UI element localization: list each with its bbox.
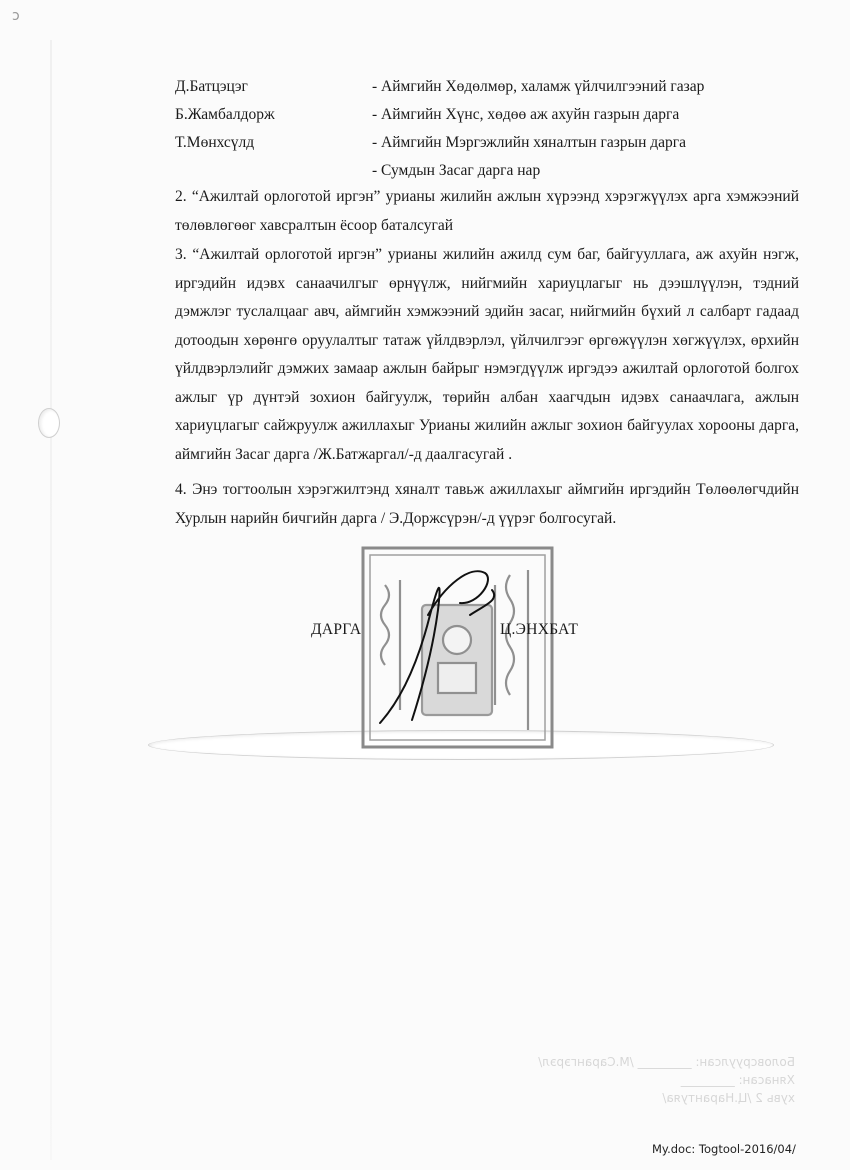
recipient-line xyxy=(0,106,850,132)
paragraph-2: 2. “Ажилтай орлоготой иргэн” урианы жилийн ажлын хүрээнд хэрэгжүүлэх арга хэмжээний төлөвлөгөөг хавсралтын ёсоор баталсугай xyxy=(175,188,799,234)
recipient-role: - Сумдын Засаг дарга нар xyxy=(372,162,541,179)
punch-hole-top xyxy=(38,408,60,438)
recipient-line xyxy=(0,78,850,104)
corner-mark: ͻ xyxy=(12,8,20,24)
recipient-role: - Аймгийн Хөдөлмөр, халамж үйлчилгээний газар xyxy=(372,78,705,95)
footer-file-reference: My.doc: Togtool-2016/04/ xyxy=(652,1142,796,1156)
recipient-line xyxy=(0,134,850,160)
paragraph-4: 4. Энэ тогтоолын хэрэгжилтэнд хяналт тавьж ажиллахыг аймгийн иргэдийн Төлөөлөгчдийн Хурлын нарийн бичгийн дарга / Э.Доржсүрэн/-д үүрэг болгосугай. xyxy=(175,481,799,527)
ghost-line: хувь 2 /Ц.Наранту​яа/ xyxy=(662,1091,795,1105)
signatory-title: ДАРГА xyxy=(311,621,362,638)
ghost-line: Хянасан: _________ xyxy=(680,1073,795,1087)
recipient-name: Т.Мөнхсүлд xyxy=(175,134,255,151)
recipient-role: - Аймгийн Хүнс, хөдөө аж ахуйн газрын дарга xyxy=(372,106,680,123)
official-seal-stamp xyxy=(360,545,555,750)
recipient-name: Б.Жамбалдорж xyxy=(175,106,275,123)
ghost-line: Боловсруулсан: _________ /М.Сарангэрэл/ xyxy=(538,1055,795,1069)
paragraph-3: 3. “Ажилтай орлоготой иргэн” урианы жилийн ажилд сум баг, байгууллага, аж ахуйн нэгж, иргэдийн идэвх санаачилгыг өрнүүлж, нийгмийн хариуцлагыг нь дээшлүүлэн, тэдний дэмжлэг туслалцааг авч, аймгийн хэмжээний эдийн засаг, нийгмийн бүхий л салбарт гадаад дотоодын хөрөнгө оруулалтыг татаж үйлдвэрлэл, үйлчилгээг өргөжүүлэн хөгжүүлэх, өрхийн үйлдвэрлэлийг дэмжих замаар ажлын байрыг нэмэгдүүлж иргэдээ ажилтай орлоготой болгох ажлыг үр дүнтэй зохион байгуулж, төрийн албан хаагчдын идэвх санаачлага, ажлын хариуцлагыг сайжруулж ажиллахыг Урианы жилийн ажлыг зохион байгуулах хорооны дарга, аймгийн Засаг дарга /Ж.Батжаргал/-д даалгасугай . xyxy=(175,246,799,463)
recipient-name: Д.Батцэцэг xyxy=(175,78,248,95)
bleed-through-text xyxy=(505,1055,795,1125)
fold-crease xyxy=(50,40,52,1160)
signatory-name: Ц.ЭНХБАТ xyxy=(500,621,579,638)
recipient-role: - Аймгийн Мэргэжлийн хяналтын газрын дарга xyxy=(372,134,687,151)
